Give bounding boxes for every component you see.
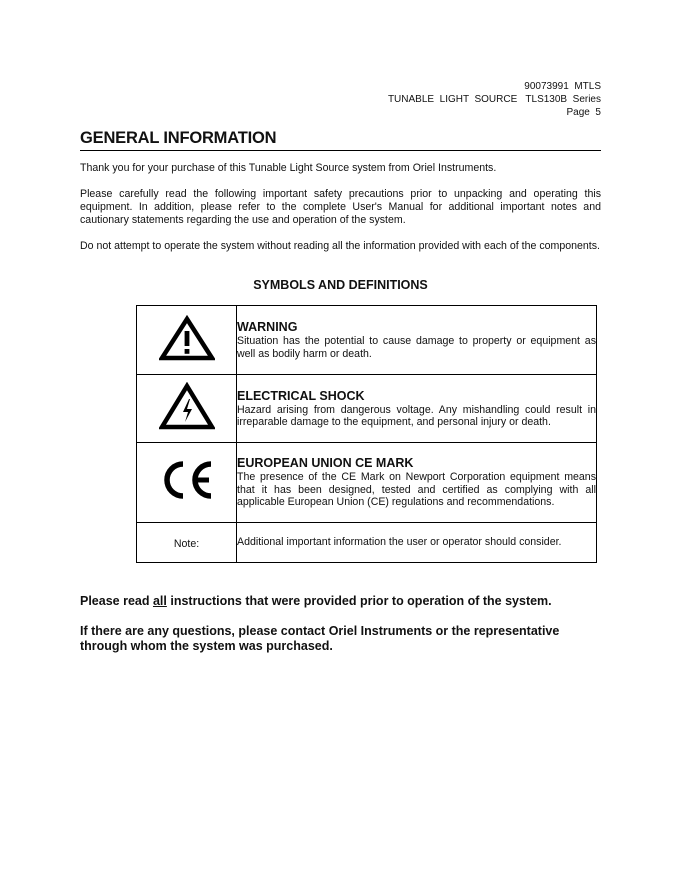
- doc-number: 90073991 MTLS: [524, 81, 601, 92]
- warning-title: WARNING: [237, 320, 298, 334]
- warning-triangle-icon: [159, 315, 215, 361]
- electrical-shock-title: ELECTRICAL SHOCK: [237, 388, 365, 403]
- ce-mark-icon: [157, 460, 217, 500]
- note-label: Note:: [173, 537, 200, 550]
- page-header: [388, 80, 601, 119]
- read-all-emphasis: all: [152, 594, 167, 608]
- symbol-row-ce-mark: [137, 443, 597, 523]
- product-series: TUNABLE LIGHT SOURCE TLS130B Series: [387, 94, 601, 105]
- symbol-row-warning: [137, 306, 597, 375]
- page-title: GENERAL INFORMATION: [80, 129, 601, 151]
- electrical-shock-cell: [137, 375, 237, 443]
- warning-text-cell: [237, 306, 597, 375]
- contact-statement: If there are any questions, please contact Oriel Instruments or the representative through whom the system was purchased.: [80, 624, 560, 653]
- intro-paragraph: Thank you for your purchase of this Tunable Light Source system from Oriel Instruments.: [80, 162, 497, 174]
- read-all-prefix: Please read: [80, 594, 153, 608]
- electrical-shock-text-cell: [237, 375, 597, 443]
- read-all-suffix: instructions that were provided prior to operation of the system.: [166, 594, 552, 608]
- ce-mark-text-cell: [237, 443, 597, 523]
- safety-paragraph: Please carefully read the following important safety precautions prior to unpacking and operating this equipment. In addition, please refer to the complete User's Manual for additional important notes and cautionary statements regarding the use and operation of the system.: [80, 188, 601, 226]
- note-text-cell: [237, 523, 597, 563]
- note-description: Additional important information the user or operator should consider.: [237, 536, 562, 549]
- note-label-cell: [137, 523, 237, 563]
- warning-description: Situation has the potential to cause damage to property or equipment as well as bodily harm or death.: [237, 335, 596, 360]
- electrical-shock-description: Hazard arising from dangerous voltage. Any mishandling could result in irreparable damage to the equipment, and personal injury or death.: [237, 403, 596, 428]
- ce-mark-cell: [137, 443, 237, 523]
- page-number: Page 5: [566, 107, 601, 118]
- symbols-heading: SYMBOLS AND DEFINITIONS: [253, 278, 428, 292]
- ce-mark-title: EUROPEAN UNION CE MARK: [237, 456, 414, 471]
- symbols-table: [136, 305, 597, 563]
- symbol-row-note: [137, 523, 597, 563]
- operation-paragraph: Do not attempt to operate the system without reading all the information provided with each of the components.: [80, 240, 600, 252]
- ce-mark-description: The presence of the CE Mark on Newport Corporation equipment means that it has been designed, tested and certified as complying with all applicable European Union (CE) regulations and recommendations.: [237, 471, 596, 509]
- symbol-row-electrical-shock: [137, 375, 597, 443]
- electrical-shock-icon: [159, 382, 215, 430]
- read-all-instructions: [80, 594, 601, 609]
- warning-cell: [137, 306, 237, 375]
